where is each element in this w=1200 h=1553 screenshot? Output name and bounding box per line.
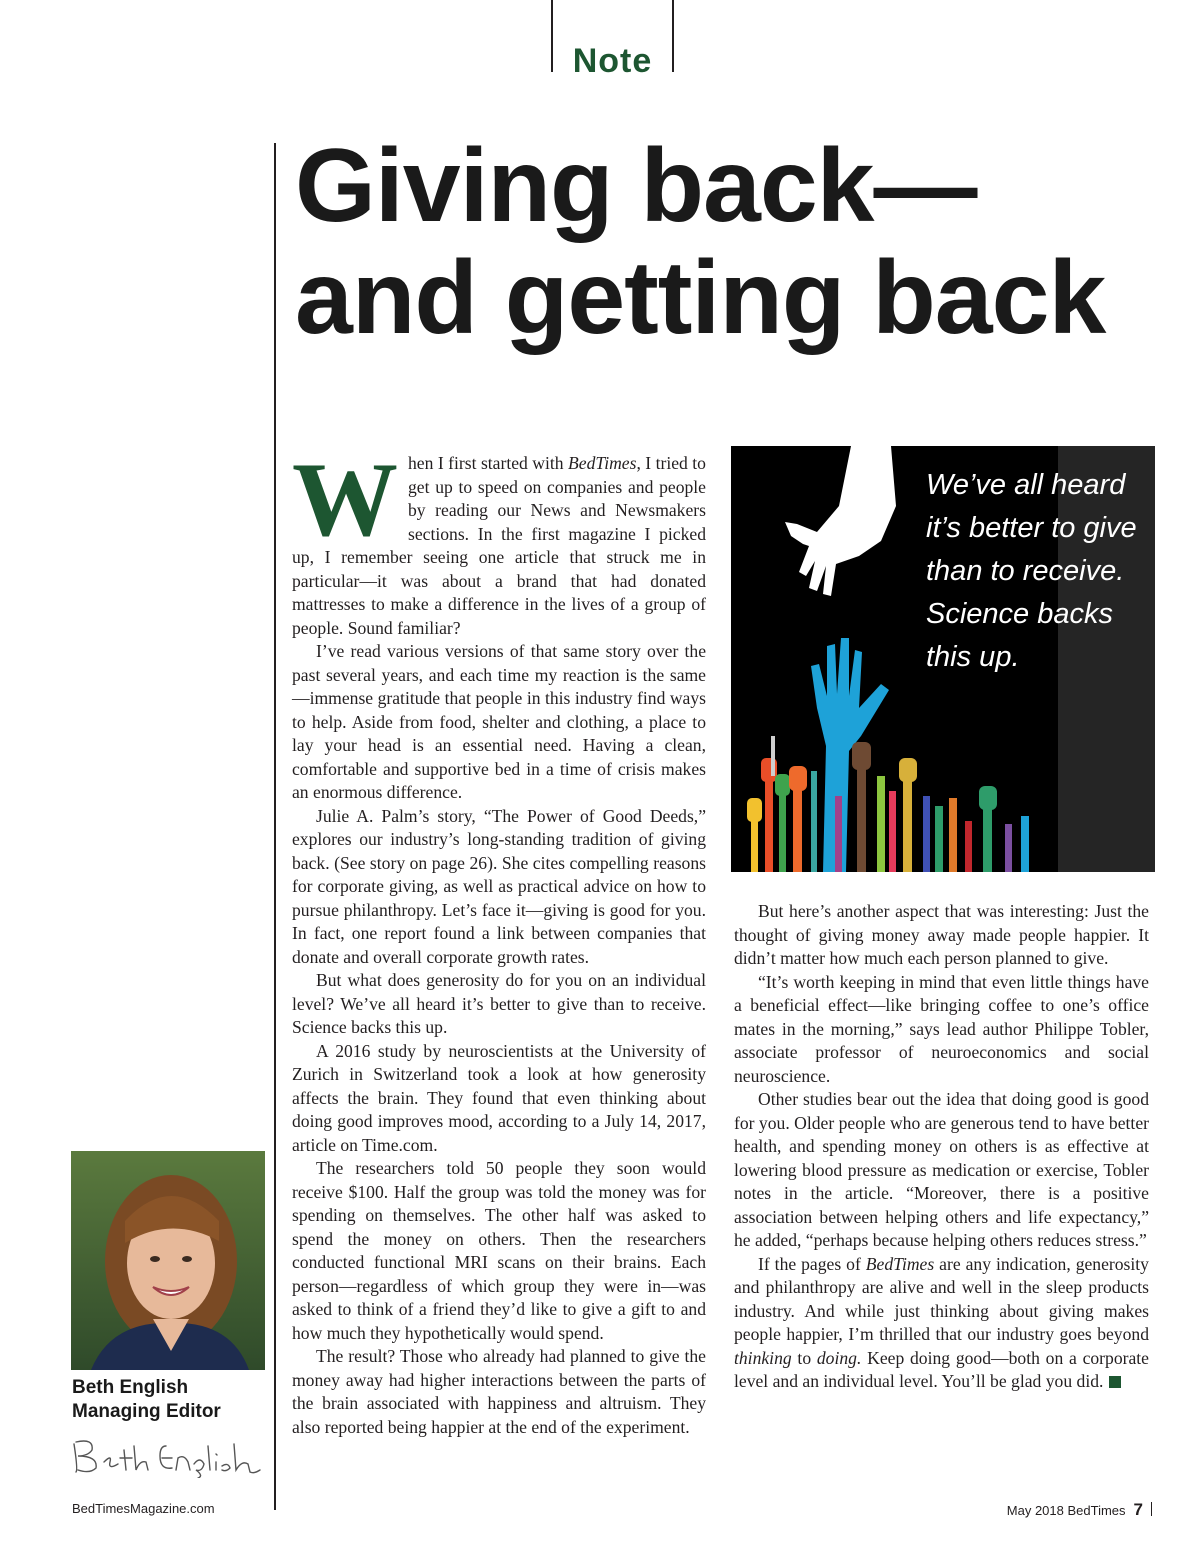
paragraph-11: If the pages of BedTimes are any indication, generosity and philanthropy are alive and well in the sleep products industry. And while just thinking about giving makes people happier, I’m thrilled that our industry goes beyond thinking to doing. Keep doing good—both on a corporate level and an individual level. You’ll be glad you did. (734, 1253, 1149, 1391)
paragraph-4: But what does generosity do for you on an individual level? We’ve all heard it’s better to give than to receive. Science backs this up. (292, 970, 706, 1037)
vertical-rule (274, 143, 276, 1510)
paragraph-9: “It’s worth keeping in mind that even little things have a beneficial effect—like bringing coffee to one’s office mates in the morning,” says lead author Philippe Tobler, associate professor of neuroeconomics and social neuroscience. (734, 971, 1149, 1086)
author-byline (72, 1376, 221, 1424)
headline-line-2: and getting back (295, 240, 1106, 356)
footer-issue-label: May 2018 BedTimes (1006, 1503, 1126, 1518)
drop-cap: W (292, 441, 398, 558)
footer-bar (1151, 1502, 1152, 1516)
footer-issue (1007, 1500, 1152, 1520)
author-photo (71, 1151, 265, 1370)
author-portrait (71, 1151, 265, 1370)
section-tab (551, 0, 674, 80)
paragraph-5: A 2016 study by neuroscientists at the University of Zurich in Switzerland took a look at how generosity affects the brain. They found that even thinking about doing good improves mood, according to a July 14, 2017, article on Time.com. (292, 1040, 706, 1155)
paragraph-2: I’ve read various versions of that same story over the past several years, and each time my reaction is the same—immense gratitude that people in this industry find ways to help. Aside from food, shelter and clothing, a place to lay your head is an essential need. Having a clean, comfortable and supportive bed in a time of crisis makes an enormous difference. (292, 641, 706, 802)
paragraph-3: Julie A. Palm’s story, “The Power of Good Deeds,” explores our industry’s long-standing tradition of giving back. (See story on page 26). She cites compelling reasons for corporate giving, as well as practical advice on how to pursue philanthropy. Let’s face it—giving is good for you. In fact, one report found a link between companies that donate and overall corporate growth rates. (292, 805, 706, 967)
headline (295, 130, 1105, 354)
author-name: Beth English (72, 1377, 189, 1398)
end-mark-icon (1109, 1376, 1121, 1388)
author-title: Managing Editor (72, 1401, 221, 1422)
author-signature (68, 1432, 268, 1478)
article-column-left (292, 441, 706, 1439)
article-column-right (734, 900, 1149, 1394)
page-number: 7 (1133, 1500, 1143, 1519)
section-label: Note (572, 42, 653, 80)
pull-quote: We’ve all heard it’s better to give than to receive. Science backs this up. (926, 469, 1137, 673)
paragraph-6: The researchers told 50 people they soon would receive $100. Half the group was told the money was for spending on themselves. The other half was asked to spend the money on others. Then the researchers conducted functional MRI scans on their brains. Each person—regardless of which group they were in—was asked to think of a friend they’d like to give a gift to and how much they hypothetically would spend. (292, 1158, 706, 1343)
headline-line-1: Giving back— (295, 128, 977, 244)
paragraph-10: Other studies bear out the idea that doing good is good for you. Older people who are generous tend to have better health, and spending money on others is as effective at lowering blood pressure as medication or exercise, Tobler notes in the article. “Moreover, there is a positive association between helping others and life expectancy,” he added, “perhaps because helping others reduces stress.” (734, 1089, 1149, 1250)
paragraph-8: But here’s another aspect that was interesting: Just the thought of giving money away made people happier. It didn’t matter how much each person planned to give. (734, 901, 1149, 968)
footer-site: BedTimesMagazine.com (72, 1501, 215, 1516)
paragraph-1: When I first started with BedTimes, I tried to get up to speed on companies and people by reading our News and Newsmakers sections. In the first magazine I picked up, I remember seeing one article that struck me in particular—it was about a brand that had donated mattresses to make a difference in the lives of a group of people. Sound familiar? (292, 441, 706, 638)
paragraph-7: The result? Those who already had planned to give the money away had higher interactions between the parts of the brain associated with happiness and altruism. They also reported being happier at the end of the experiment. (292, 1346, 706, 1437)
